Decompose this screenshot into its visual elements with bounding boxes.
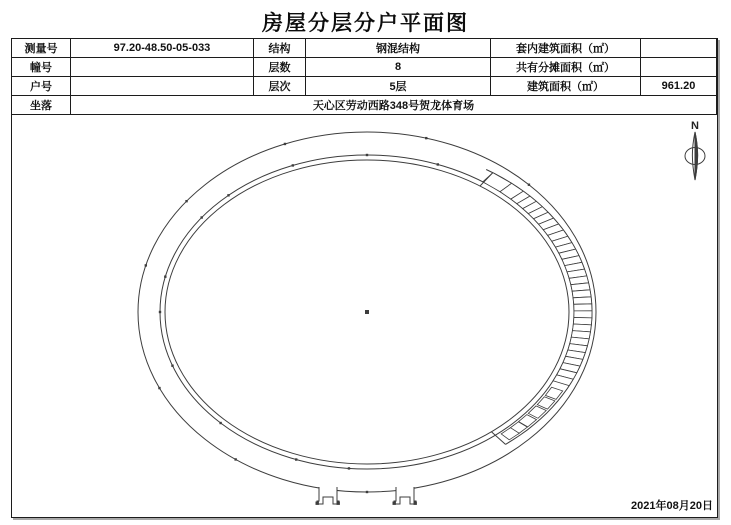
table-row [12,77,717,96]
table-row [12,39,717,58]
stair-tab [317,487,339,504]
floors-value: 8 [306,58,491,77]
gross-area-label: 建筑面积（㎡） [491,77,641,96]
floors-label: 层数 [254,58,306,77]
center-point [366,311,369,314]
structure-value: 钢混结构 [306,39,491,58]
building-no-value [71,58,254,77]
table-row [12,58,717,77]
inner-area-label: 套内建筑面积（㎡） [491,39,641,58]
room-band [145,137,592,493]
survey-no-value: 97.20-48.50-05-033 [71,39,254,58]
compass-needle-fill [695,132,698,180]
location-label: 坐落 [12,96,71,115]
floor-plan-area [12,115,717,517]
survey-no-label: 测量号 [12,39,71,58]
building-no-label: 幢号 [12,58,71,77]
date-label: 2021年08月20日 [631,500,713,512]
level-value: 5层 [306,77,491,96]
info-table [11,38,717,115]
bottom-stairs [316,487,416,504]
inner-area-value [641,39,717,58]
location-value: 天心区劳动西路348号贺龙体育场 [71,96,717,115]
unit-no-label: 户号 [12,77,71,96]
shared-area-value [641,58,717,77]
level-label: 层次 [254,77,306,96]
unit-no-value [71,77,254,96]
gross-area-value: 961.20 [641,77,717,96]
stair-tab [394,487,416,504]
page-title: 房屋分层分户平面图 [262,12,469,35]
sheet-frame [11,38,718,518]
north-compass-icon [685,120,705,180]
shared-area-label: 共有分摊面积（㎡） [491,58,641,77]
structure-label: 结构 [254,39,306,58]
compass-n-label: N [691,120,699,132]
table-row [12,96,717,115]
floor-plan-drawing [12,115,717,517]
